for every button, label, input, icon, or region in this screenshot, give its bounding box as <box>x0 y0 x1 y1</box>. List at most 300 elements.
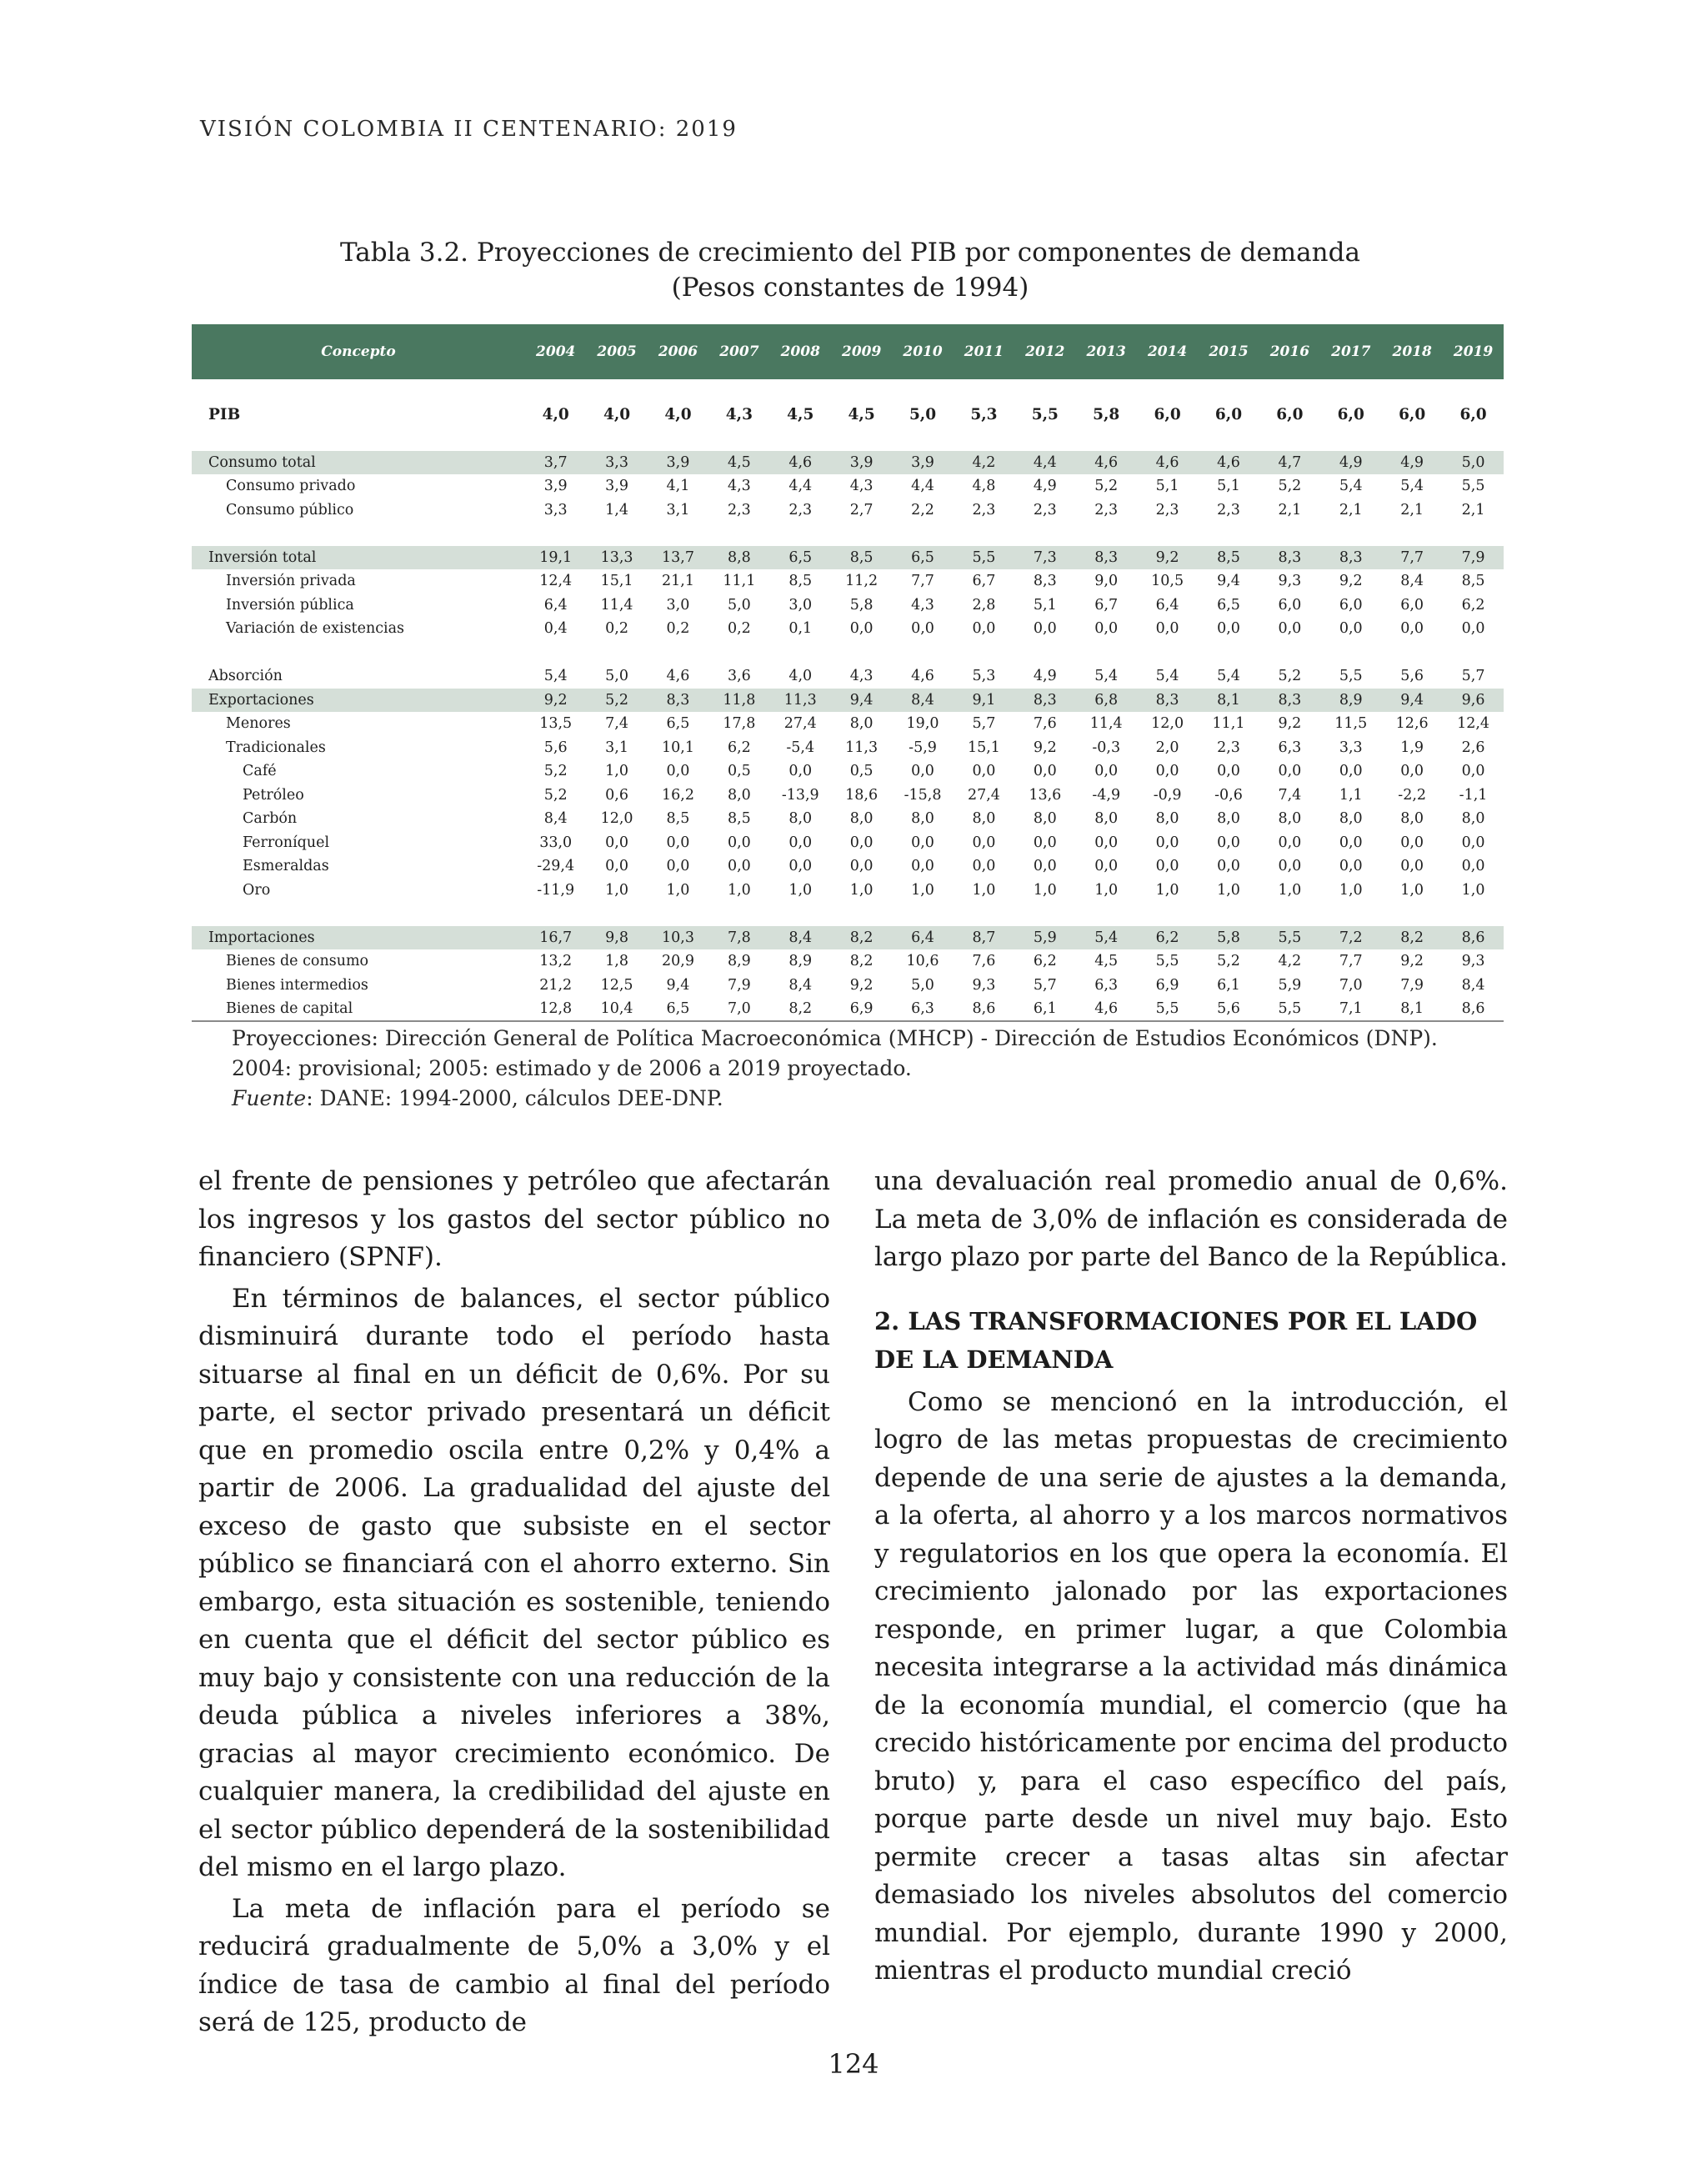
table-cell: 0,0 <box>1217 858 1240 875</box>
table-cell: 8,0 <box>849 715 874 733</box>
table-cell: 0,0 <box>972 834 996 851</box>
table-cell: 0,0 <box>972 763 996 780</box>
table-cell: 5,8 <box>1217 929 1240 946</box>
table-cell: 0,0 <box>1033 620 1057 638</box>
table-cell: 7,9 <box>1461 549 1485 566</box>
table-cell: 3,6 <box>727 668 751 685</box>
table-cell: -4,9 <box>1092 786 1121 804</box>
table-cell: 0,0 <box>666 834 690 851</box>
table-cell: 0,0 <box>1339 763 1363 780</box>
table-cell: 0,0 <box>1094 858 1119 875</box>
table-cell: -1,1 <box>1459 786 1488 804</box>
table-caption <box>192 235 1509 305</box>
table-spacer <box>192 641 1504 665</box>
table-cell: -0,9 <box>1153 786 1182 804</box>
table-cell: 0,0 <box>1278 620 1302 638</box>
table-cell: 5,7 <box>1461 668 1485 685</box>
table-cell: 5,3 <box>970 406 998 424</box>
paragraph: En términos de balances, el sector público disminuirá durante todo el período hasta situarse al final en un déficit de 0,6%. Por su parte, el sector privado presentará un déficit que en promedio oscila entre 0,2% y 0,4% a partir de 2006. La gradualidad del ajuste del exceso de gasto que subsiste en el sector público se financiará con el ahorro externo. Sin embargo, esta situación es sostenible, teniendo en cuenta que el déficit del sector público es muy bajo y consistente con una reducción de la deuda pública a niveles inferiores a 38%, gracias al mayor crecimiento económico. De cualquier manera, la credibilidad del ajuste en el sector público dependerá de la sostenibilidad del mismo en el largo plazo. <box>198 1283 830 1882</box>
row-label: Ferroníquel <box>243 834 330 851</box>
table-cell: 0,0 <box>849 620 874 638</box>
table-cell: 0,0 <box>666 763 690 780</box>
table-row <box>192 926 1504 950</box>
table-cell: 8,0 <box>1339 810 1363 828</box>
table-cell: 1,0 <box>972 881 996 899</box>
table-cell: 8,4 <box>911 691 934 709</box>
table-cell: 0,4 <box>543 620 568 638</box>
table-cell: 5,3 <box>972 668 996 685</box>
table-cell: 9,4 <box>849 691 874 709</box>
table-cell: 6,3 <box>892 997 953 1021</box>
table-cell: -11,9 <box>537 881 575 899</box>
table-row <box>192 736 1504 760</box>
table-cell: 16,2 <box>661 786 694 804</box>
table-cell: 5,2 <box>1278 478 1302 495</box>
table-cell: 9,8 <box>605 929 628 946</box>
row-label: Bienes de consumo <box>226 953 369 970</box>
table-row <box>192 617 1504 641</box>
table-row <box>192 879 1504 903</box>
table-cell: 6,4 <box>1155 596 1179 614</box>
table-cell: 8,3 <box>1155 691 1179 709</box>
table-cell: 5,0 <box>909 406 937 424</box>
table-cell: 4,3 <box>849 478 874 495</box>
table-cell: 1,0 <box>1094 881 1119 899</box>
table-cell: 1,0 <box>1033 881 1057 899</box>
table-cell: 6,5 <box>788 549 813 566</box>
table-cell: 8,2 <box>849 929 874 946</box>
table-cell: 0,2 <box>727 620 751 638</box>
table-cell: 8,0 <box>1217 810 1240 828</box>
table-cell: 5,2 <box>1278 668 1302 685</box>
table-cell: 6,7 <box>1094 596 1119 614</box>
table-cell: 0,2 <box>666 620 690 638</box>
table-cell: 5,7 <box>972 715 996 733</box>
table-cell: 12,6 <box>1395 715 1429 733</box>
table-cell: 10,5 <box>1151 573 1184 590</box>
table-cell: 5,4 <box>1155 668 1179 685</box>
table-cell: 0,0 <box>1339 858 1363 875</box>
table-cell: 13,3 <box>600 549 633 566</box>
table-row <box>192 594 1504 618</box>
table-cell: 0,0 <box>605 858 628 875</box>
table-cell: 1,0 <box>1461 881 1485 899</box>
table-cell: 0,0 <box>727 858 751 875</box>
row-label: Carbón <box>243 810 298 828</box>
table-cell: 8,8 <box>727 549 751 566</box>
table-cell: 2,1 <box>1339 501 1363 518</box>
table-cell: 7,7 <box>1339 953 1363 970</box>
table-cell: 8,0 <box>1278 810 1302 828</box>
table-cell: 17,8 <box>723 715 756 733</box>
table-cell: 0,0 <box>1400 834 1424 851</box>
table-cell: 6,7 <box>972 573 996 590</box>
table-cell: 9,2 <box>1033 739 1057 756</box>
table-cell: 7,2 <box>1339 929 1363 946</box>
table-cell: 2,3 <box>1217 501 1240 518</box>
row-label: Exportaciones <box>208 691 314 709</box>
table-row <box>192 712 1504 736</box>
table-cell: 12,8 <box>525 997 586 1021</box>
table-cell: 3,9 <box>849 453 874 471</box>
table-cell: 13,5 <box>539 715 573 733</box>
table-cell: 5,5 <box>1278 929 1302 946</box>
table-cell: 1,0 <box>849 881 874 899</box>
table-cell: 6,2 <box>727 739 751 756</box>
table-cell: 4,9 <box>1400 453 1424 471</box>
paragraph: La meta de inflación para el período se reducirá gradualmente de 5,0% a 3,0% y el índice de tasa de cambio al final del período será de 125, producto de <box>198 1893 830 2037</box>
table-cell: 8,6 <box>954 997 1014 1021</box>
table-cell: 8,5 <box>849 549 874 566</box>
table-cell: 13,7 <box>661 549 694 566</box>
table-cell: 7,0 <box>708 997 769 1021</box>
row-label: Absorción <box>208 668 283 685</box>
table-cell: 6,3 <box>1278 739 1302 756</box>
table-cell: 8,2 <box>1400 929 1424 946</box>
table-cell: 6,0 <box>1154 406 1181 424</box>
table-cell: 11,4 <box>1089 715 1123 733</box>
table-cell: 7,6 <box>972 953 996 970</box>
table-cell: 11,5 <box>1334 715 1368 733</box>
table-cell: 0,0 <box>849 834 874 851</box>
column-header-year: 2017 <box>1331 343 1371 360</box>
table-cell: 9,3 <box>1461 953 1485 970</box>
table-cell: 5,0 <box>1461 453 1485 471</box>
table-cell: 2,3 <box>1033 501 1057 518</box>
table-cell: 0,2 <box>605 620 628 638</box>
notes-line-status: 2004: provisional; 2005: estimado y de 2006 a 2019 proyectado. <box>232 1056 912 1080</box>
table-cell: 1,0 <box>911 881 934 899</box>
table-cell: 11,8 <box>723 691 756 709</box>
table-cell: -29,4 <box>537 858 575 875</box>
table-cell: 0,0 <box>1033 858 1057 875</box>
table-cell: 0,0 <box>1155 763 1179 780</box>
column-header-year: 2012 <box>1025 343 1065 360</box>
table-cell: 1,0 <box>605 881 628 899</box>
table-cell: 6,0 <box>1276 406 1304 424</box>
row-label: Inversión pública <box>226 596 354 614</box>
table-cell: 6,2 <box>1155 929 1179 946</box>
row-label: Importaciones <box>208 929 315 946</box>
table-cell: 0,0 <box>1278 763 1302 780</box>
table-cell: 5,9 <box>1278 976 1302 994</box>
table-cell: 10,6 <box>906 953 939 970</box>
table-cell: 5,4 <box>1400 478 1424 495</box>
table-cell: 0,0 <box>1400 858 1424 875</box>
table-cell: 5,1 <box>1033 596 1057 614</box>
table-cell: 9,4 <box>1400 691 1424 709</box>
table-cell: 6,1 <box>1014 997 1075 1021</box>
table-cell: 7,7 <box>911 573 934 590</box>
table-spacer <box>192 379 1504 403</box>
column-header-year: 2006 <box>658 343 698 360</box>
column-header-year: 2016 <box>1269 343 1310 360</box>
table-cell: 1,0 <box>666 881 690 899</box>
table-cell: 6,9 <box>1155 976 1179 994</box>
table-row <box>192 664 1504 689</box>
table-cell: 1,0 <box>1155 881 1179 899</box>
table-cell: 1,1 <box>1339 786 1363 804</box>
table-cell: 1,8 <box>605 953 628 970</box>
table-cell: 8,5 <box>1217 549 1240 566</box>
table-cell: 8,0 <box>849 810 874 828</box>
table-cell: 8,0 <box>788 810 813 828</box>
table-cell: 2,3 <box>1155 501 1179 518</box>
table-cell: 0,0 <box>849 858 874 875</box>
table-cell: 1,0 <box>727 881 751 899</box>
table-cell: 10,1 <box>661 739 694 756</box>
table-cell: 0,0 <box>788 763 813 780</box>
table-cell: 5,6 <box>1198 997 1259 1021</box>
table-cell: 5,4 <box>543 668 568 685</box>
table-cell: 5,1 <box>1155 478 1179 495</box>
table-cell: 27,4 <box>967 786 1000 804</box>
table-cell: 5,0 <box>605 668 628 685</box>
table-cell: 6,5 <box>1217 596 1240 614</box>
paragraph: una devaluación real promedio anual de 0,6%. La meta de 3,0% de inflación es considerada de largo plazo por parte del Banco de la República. <box>874 1166 1508 1272</box>
table-cell: 5,5 <box>1339 668 1363 685</box>
table-cell: 8,3 <box>1278 691 1302 709</box>
column-header-year: 2005 <box>597 343 637 360</box>
table-cell: 5,2 <box>1217 953 1240 970</box>
table-cell: 0,0 <box>911 858 934 875</box>
row-label: Variación de existencias <box>226 620 405 638</box>
table-cell: 8,4 <box>543 810 568 828</box>
table-row <box>192 807 1504 831</box>
table-cell: 3,3 <box>1339 739 1363 756</box>
table-cell: 4,6 <box>911 668 934 685</box>
table-cell: 16,7 <box>539 929 573 946</box>
table-cell: 5,9 <box>1033 929 1057 946</box>
table-cell: 0,0 <box>1461 620 1485 638</box>
table-row <box>192 831 1504 855</box>
column-header-year: 2014 <box>1147 343 1188 360</box>
running-header: VISIÓN COLOMBIA II CENTENARIO: 2019 <box>200 117 738 142</box>
table-cell: 0,0 <box>911 834 934 851</box>
table-cell: 8,0 <box>972 810 996 828</box>
table-cell: 13,2 <box>539 953 573 970</box>
table-cell: 2,3 <box>788 501 813 518</box>
table-cell: -2,2 <box>1398 786 1427 804</box>
table-cell: 8,0 <box>1461 810 1485 828</box>
table-cell: 11,4 <box>600 596 633 614</box>
table-cell: 5,6 <box>1400 668 1424 685</box>
table-cell: 4,5 <box>1094 953 1119 970</box>
table-cell: 5,4 <box>1217 668 1240 685</box>
table-row <box>192 689 1504 713</box>
row-label: Oro <box>243 881 271 899</box>
table-cell: 12,4 <box>539 573 573 590</box>
table-cell: 27,4 <box>783 715 817 733</box>
table-cell: 8,3 <box>1278 549 1302 566</box>
table-cell: 6,0 <box>1278 596 1302 614</box>
table-cell: -0,6 <box>1214 786 1243 804</box>
table-cell: 4,6 <box>1076 997 1137 1021</box>
table-cell: 3,9 <box>666 453 690 471</box>
table-cell: 0,0 <box>1217 763 1240 780</box>
table-cell: 3,3 <box>543 501 568 518</box>
table-cell: 6,2 <box>1461 596 1485 614</box>
table-cell: 3,9 <box>605 478 628 495</box>
table-cell: 1,0 <box>1400 881 1424 899</box>
column-header-year: 2013 <box>1086 343 1126 360</box>
table-cell: 4,6 <box>1094 453 1119 471</box>
table-cell: 0,0 <box>1400 620 1424 638</box>
table-cell: 0,0 <box>972 858 996 875</box>
table-cell: 2,8 <box>972 596 996 614</box>
table-row <box>192 569 1504 594</box>
column-header-concepto: Concepto <box>321 343 396 360</box>
table-cell: 0,5 <box>727 763 751 780</box>
row-label: Esmeraldas <box>243 858 329 875</box>
table-caption-subtitle: (Pesos constantes de 1994) <box>671 273 1029 303</box>
table-cell: 8,4 <box>788 929 813 946</box>
table-cell: 6,0 <box>1339 596 1363 614</box>
table-cell: 6,0 <box>1399 406 1426 424</box>
table-cell: 8,9 <box>1339 691 1363 709</box>
table-cell: 4,6 <box>1217 453 1240 471</box>
source-text: : DANE: 1994-2000, cálculos DEE-DNP. <box>306 1086 723 1110</box>
table-row <box>192 498 1504 523</box>
table-cell: 4,6 <box>1155 453 1179 471</box>
table-cell: 15,1 <box>600 573 633 590</box>
table-cell: 3,9 <box>543 478 568 495</box>
table-cell: 0,0 <box>1339 620 1363 638</box>
table-spacer-cell <box>192 902 1504 926</box>
column-header-year: 2018 <box>1392 343 1432 360</box>
table-cell: 4,5 <box>848 406 875 424</box>
table-cell: 8,7 <box>972 929 996 946</box>
table-cell: 12,0 <box>1151 715 1184 733</box>
table-cell: 5,4 <box>1094 929 1119 946</box>
table-cell: 4,3 <box>849 668 874 685</box>
row-label: Inversión privada <box>226 573 356 590</box>
table-cell: 1,0 <box>1339 881 1363 899</box>
table-cell: 5,2 <box>543 763 568 780</box>
table-cell: 2,7 <box>849 501 874 518</box>
table-cell: 8,9 <box>727 953 751 970</box>
table-cell: 33,0 <box>539 834 573 851</box>
paragraph: el frente de pensiones y petróleo que afectarán los ingresos y los gastos del sector público no financiero (SPNF). <box>198 1166 830 1272</box>
row-label: Consumo privado <box>226 478 356 495</box>
table-cell: 9,2 <box>1155 549 1179 566</box>
column-header-year: 2009 <box>841 343 882 360</box>
table-cell: 7,4 <box>1278 786 1302 804</box>
table-cell: 11,1 <box>1212 715 1245 733</box>
column-header-year: 2008 <box>780 343 820 360</box>
table-cell: 4,3 <box>911 596 934 614</box>
table-spacer <box>192 427 1504 451</box>
table-cell: 3,1 <box>666 501 690 518</box>
paragraph: Como se mencionó en la introducción, el logro de las metas propuestas de crecimiento depende de una serie de ajustes a la demanda, a la oferta, al ahorro y a los marcos normativos y regulatorios en los que opera la economía. El crecimiento jalonado por las exportaciones responde, en primer lugar, a que Colombia necesita integrarse a la actividad más dinámica de la economía mundial, el comercio (que ha crecido históricamente por encima del producto bruto) y, para el caso específico del país, porque parte desde un nivel muy bajo. Esto permite crecer a tasas altas sin afectar demasiado los niveles absolutos del comercio mundial. Por ejemplo, durante 1990 y 2000, mientras el producto mundial creció <box>874 1386 1508 1986</box>
table-cell: 5,7 <box>1033 976 1057 994</box>
table-row <box>192 451 1504 475</box>
body-column-left <box>198 1163 830 2042</box>
row-label: Menores <box>226 715 291 733</box>
table-cell: 8,0 <box>1094 810 1119 828</box>
table-notes <box>232 1024 1438 1114</box>
table-cell: 4,8 <box>972 478 996 495</box>
table-cell: 0,0 <box>1155 834 1179 851</box>
notes-line-source <box>232 1084 1438 1114</box>
table-cell: 0,0 <box>972 620 996 638</box>
table-cell: 5,2 <box>543 786 568 804</box>
table-cell: 9,3 <box>1278 573 1302 590</box>
table-row <box>192 784 1504 808</box>
table-cell: 0,0 <box>1461 834 1485 851</box>
table-cell: 9,0 <box>1094 573 1119 590</box>
row-label: PIB <box>208 406 241 424</box>
table-spacer-cell <box>192 379 1504 403</box>
row-label: Consumo total <box>208 453 316 471</box>
table-cell: 8,3 <box>666 691 690 709</box>
table-cell: 1,0 <box>1217 881 1240 899</box>
table-cell: 8,0 <box>1033 810 1057 828</box>
table-cell: 9,4 <box>1217 573 1240 590</box>
table-spacer-cell <box>192 427 1504 451</box>
table-cell: 5,5 <box>1461 478 1485 495</box>
table-row <box>192 997 1504 1021</box>
row-label: Consumo público <box>226 501 354 518</box>
table-cell: 8,3 <box>1339 549 1363 566</box>
table-caption-title: Tabla 3.2. Proyecciones de crecimiento del PIB por componentes de demanda <box>340 238 1360 268</box>
table-cell: -15,8 <box>904 786 942 804</box>
table-cell: 8,0 <box>911 810 934 828</box>
table-cell: 6,4 <box>543 596 568 614</box>
table-spacer <box>192 902 1504 926</box>
column-header-year: 2010 <box>903 343 943 360</box>
table-cell: 6,0 <box>1400 596 1424 614</box>
table-cell: 5,0 <box>911 976 934 994</box>
table-cell: 12,0 <box>600 810 633 828</box>
table-cell: 11,2 <box>845 573 879 590</box>
table-cell: 8,5 <box>788 573 813 590</box>
table-spacer-cell <box>192 641 1504 665</box>
table-cell: 0,0 <box>727 834 751 851</box>
section-heading: 2. LAS TRANSFORMACIONES POR EL LADO DE LA DEMANDA <box>874 1306 1478 1374</box>
table-cell: 4,9 <box>1033 478 1057 495</box>
table-cell: 0,0 <box>1461 858 1485 875</box>
row-label: Petróleo <box>243 786 304 804</box>
table-cell: -5,4 <box>786 739 815 756</box>
table-cell: 5,1 <box>1217 478 1240 495</box>
gdp-projection-table <box>192 324 1504 1022</box>
table-cell: 0,0 <box>1278 858 1302 875</box>
table-cell: 0,0 <box>1033 834 1057 851</box>
table-cell: 11,3 <box>845 739 879 756</box>
table-row <box>192 854 1504 879</box>
table-cell: 1,0 <box>605 763 628 780</box>
table-cell: 0,0 <box>1339 834 1363 851</box>
table-cell: 8,0 <box>727 786 751 804</box>
table-cell: 4,7 <box>1278 453 1302 471</box>
table-cell: 0,0 <box>1217 834 1240 851</box>
table-cell: 19,0 <box>906 715 939 733</box>
table-header-row <box>192 324 1504 379</box>
table-cell: 6,5 <box>911 549 934 566</box>
table-cell: 0,0 <box>1217 620 1240 638</box>
row-label: Café <box>243 763 277 780</box>
table-cell: 0,0 <box>788 858 813 875</box>
table-cell: 8,4 <box>1400 573 1424 590</box>
table-cell: 9,2 <box>849 976 874 994</box>
table-cell: 18,6 <box>845 786 879 804</box>
row-label: Tradicionales <box>226 739 326 756</box>
table-cell: 12,5 <box>600 976 633 994</box>
table-cell: 9,6 <box>1461 691 1485 709</box>
table-cell: 9,3 <box>972 976 996 994</box>
table-cell: 5,4 <box>1094 668 1119 685</box>
